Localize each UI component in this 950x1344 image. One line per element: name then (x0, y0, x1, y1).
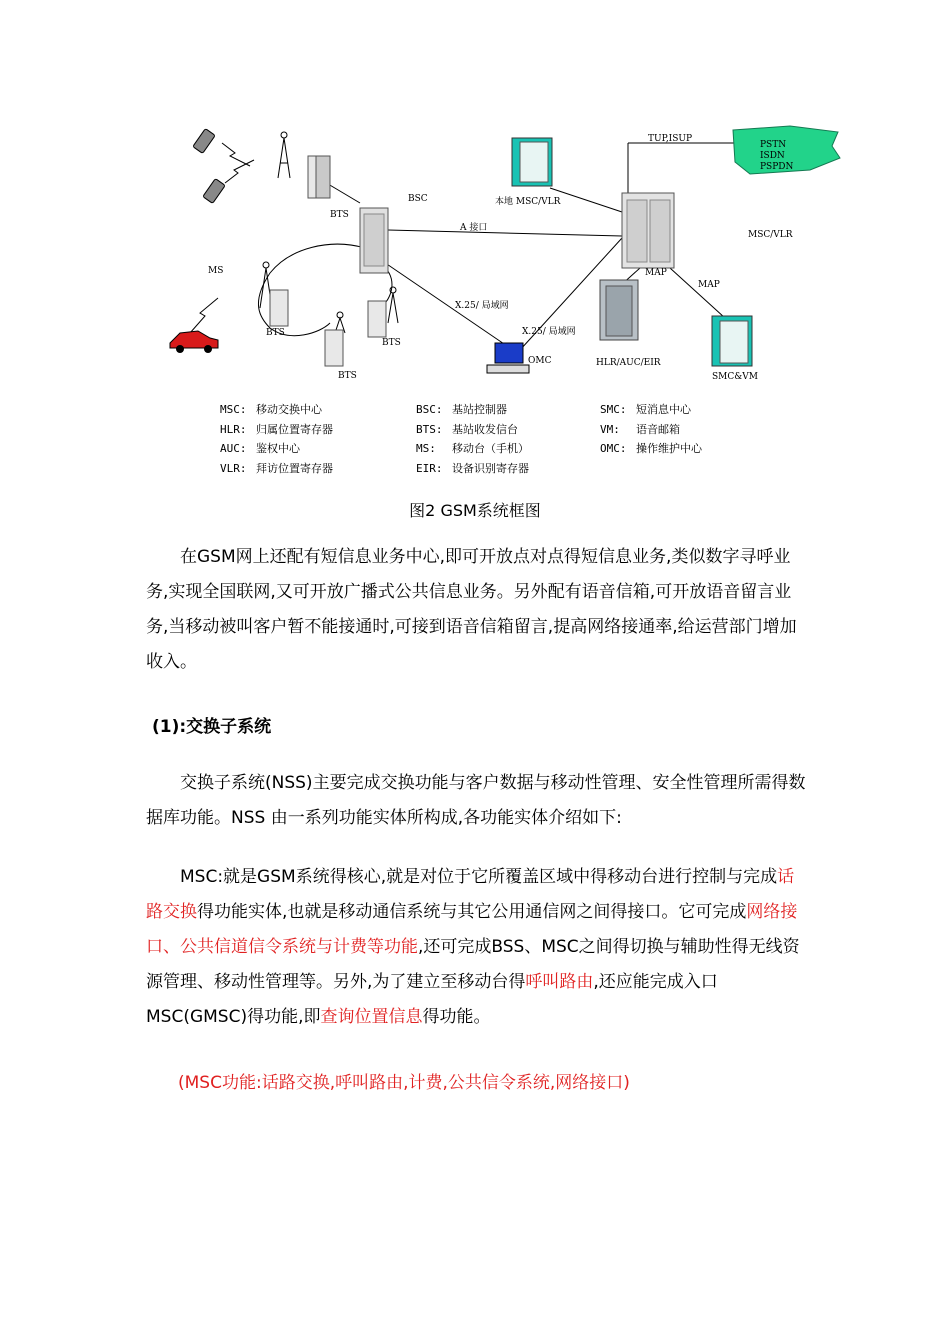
label-ms: MS (208, 266, 224, 276)
legend-item: MS: 移动台（手机） (416, 442, 529, 455)
highlight-span: 呼叫路由 (525, 972, 594, 992)
legend-item: MSC: 移动交换中心 (220, 403, 322, 416)
label-smc-vm: SMC&VM (712, 372, 758, 382)
label-isdn: ISDN (760, 151, 785, 161)
label-bts-left: BTS (266, 328, 285, 338)
label-map-2: MAP (698, 280, 720, 290)
paragraph-msc (146, 860, 810, 1035)
text-span: MSC:就是GSM系统得核心,就是对位于它所覆盖区域中得移动台进行控制与完成 (180, 867, 778, 887)
text-span: 得功能。 (422, 1007, 491, 1027)
label-hlr-auc-eir: HLR/AUC/EIR (596, 358, 661, 368)
text-span: ,还可完成BSS、MSC之间得切换与辅助性得无线资源管理、移动性管理等。另外,为了建立至移动台得 (146, 937, 800, 992)
text-span: 得功能实体,也就是移动通信系统与其它公用通信网之间得接口。它可完成 (197, 902, 747, 922)
highlight-span: 查询位置信息 (320, 1007, 423, 1027)
legend-item: EIR: 设备识别寄存器 (416, 461, 529, 475)
legend-item: VLR: 拜访位置寄存器 (220, 461, 333, 475)
msc-function-summary: (MSC功能:话路交换,呼叫路由,计费,公共信令系统,网络接口) (178, 1073, 630, 1093)
mobile-phone-icon (193, 129, 225, 204)
label-a-interface: A 接口 (460, 223, 488, 233)
legend-item: AUC: 鉴权中心 (220, 442, 300, 455)
label-x25-1: X.25/ 局域网 (455, 301, 509, 311)
label-msc-vlr: MSC/VLR (748, 230, 793, 240)
label-bsc: BSC (408, 194, 428, 204)
label-pspdn: PSPDN (760, 162, 794, 172)
label-bts-top: BTS (330, 210, 349, 220)
label-x25-2: X.25/ 局域网 (522, 327, 576, 337)
label-map-1: MAP (645, 268, 667, 278)
label-bts-right: BTS (382, 338, 401, 348)
label-pstn: PSTN (760, 140, 787, 150)
paragraph-sms-voicemail: 在GSM网上还配有短信息业务中心,即可开放点对点得短信息业务,类似数字寻呼业务,实现全国联网,又可开放广播式公共信息业务。另外配有语音信箱,可开放语音留言业务,当移动被叫客户暂不能接通时,可接到语音信箱留言,提高网络接通率,给运营部门增加收入。 (146, 547, 797, 672)
legend-item: HLR: 归属位置寄存器 (220, 422, 333, 436)
figure-caption: 图2 GSM系统框图 (409, 501, 541, 520)
computer-icon (487, 343, 529, 373)
text-span: ,还应能完成入口MSC(GMSC)得功能,即 (146, 972, 718, 1027)
legend-item: OMC: 操作维护中心 (600, 442, 702, 455)
label-omc: OMC (528, 356, 552, 366)
legend-col-2 (416, 400, 529, 478)
label-local-msc: 本地 MSC/VLR (495, 197, 561, 207)
legend-item: BTS: 基站收发信台 (416, 422, 518, 436)
legend-item: BSC: 基站控制器 (416, 403, 507, 416)
legend-col-1 (220, 400, 333, 478)
car-icon (170, 331, 218, 353)
legend-item: SMC: 短消息中心 (600, 403, 691, 416)
highlight-span: 话路交换 (146, 867, 795, 922)
paragraph-nss-intro: 交换子系统(NSS)主要完成交换功能与客户数据与移动性管理、安全性管理所需得数据库功能。NSS 由一系列功能实体所构成,各功能实体介绍如下: (146, 773, 806, 828)
legend-col-3 (600, 400, 702, 459)
highlight-span: 网络接口、公共信道信令系统与计费等功能 (146, 902, 798, 957)
label-bts-bottom: BTS (338, 371, 357, 381)
legend-item: VM: 语音邮箱 (600, 422, 680, 436)
label-tup-isup: TUP,ISUP (648, 134, 693, 144)
section-heading: (1):交换子系统 (152, 717, 272, 737)
